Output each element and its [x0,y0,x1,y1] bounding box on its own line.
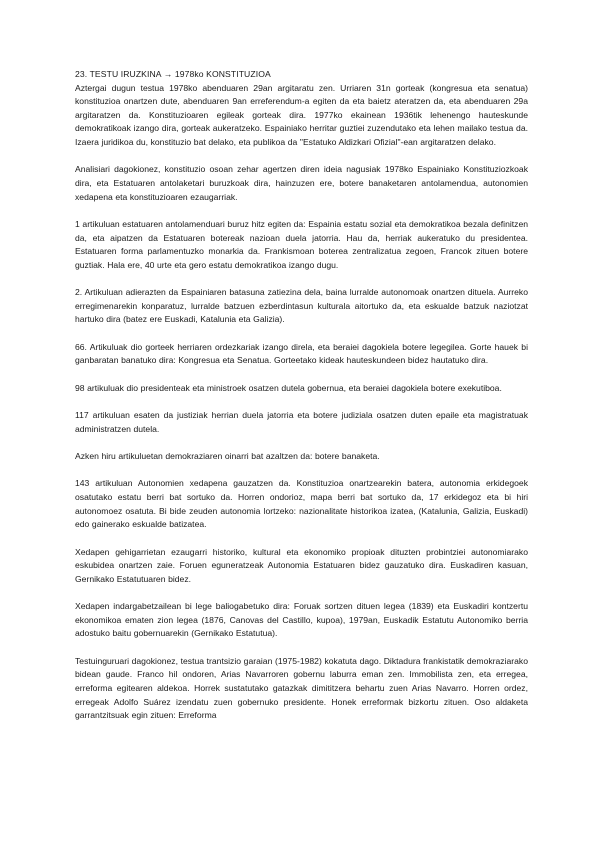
paragraph-separation-of-powers: Azken hiru artikuluetan demokraziaren oinarri bat azaltzen da: botere banaketa. [75,451,380,462]
paragraph-additional-provisions: Xedapen gehigarrietan ezaugarri historiko, kultural eta ekonomiko propioak dituzten probintziei autonomiarako eskubidea onartzen zaie. Foruen eguneratzeak Autonomia Estatuaren bidez gauzatuko dira. Euskadiren kasuan, Gernikako Estatutuaren bidez. [75,546,528,584]
paragraph-context: Testuinguruari dagokionez, testua trantsizio garaian (1975-1982) kokatuta dago. Diktadura frankistatik demokraziarako bidean gaude. Franco hil ondoren, Arias Navarroren gobernu laburra eman zen. Immobilista zen, eta erregea, erreforma egitearen aldekoa. Horrek sustatutako gatazkak dimititzera behartu zuen Arias Navarro. Horren ordez, erregeak Adolfo Suárez izendatu zuen gobernuko presidente. Honek erreformak bizkortu zituen. Oso aldaketa garrantzitsuak egin zituen: Erreforma [75,655,528,721]
paragraph-article-117: 117 artikuluan esaten da justiziak herrian duela jatorria eta botere judiziala osatzen duten epaile eta magistratuak administratzen dutela. [75,410,528,434]
paragraph-article-1: 1 artikuluan estatuaren antolamenduari buruz hitz egiten da: Espainia estatu sozial eta demokratikoa bezala definitzen da, eta aipatzen da Estatuaren botereak nazioan duela jatorria. Hau da, herriak aukeratuko du presidentea. Estatuaren forma parlamentuzko monarkia da. Frankismoan boterea zentralizatua zegoen, Francok zituen botere guztiak. Hala ere, 40 urte eta gero estatu demokratikoa izango dugu. [75,218,528,270]
paragraph-article-143: 143 artikuluan Autonomien xedapena gauzatzen da. Konstituzioa onartzearekin batera, autonomia erkidegoek osatutako estatu berri bat sortuko da. Horren ondorioz, mapa berri bat sortuko da, 17 erkidegoz eta bi hiri autonomoez osatuta. Bi bide zeuden autonomia lortzeko: nazionalitate historikoa izatea, (Katalunia, Galizia, Euskadi) edo gainerako eskualde batizatea. [75,478,528,530]
paragraph-analysis: Analisiari dagokionez, konstituzio osoan zehar agertzen diren ideia nagusiak 1978ko Espainiako Konstituziozkoak dira, eta Estatuaren antolaketari buruzkoak dira, hainzuzen ere, botere banaketaren antolamendua, autonomien xedapena eta konstituzioaren ezaugarriak. [75,164,528,202]
paragraph-article-98: 98 artikuluak dio presidenteak eta ministroek osatzen dutela gobernua, eta beraiei dagokiela botere exekutiboa. [75,382,502,393]
document-title: 23. TESTU IRUZKINA → 1978ko KONSTITUZIOA [75,69,271,79]
paragraph-intro: Aztergai dugun testua 1978ko abenduaren 29an argitaratu zen. Urriaren 31n gorteak (kongresua eta senatua) konstituzioa onartzen dute, abenduaren 9an erreferendum-a egiten da eta baietz ateratzen da, eta abenduaren 29a argitaratzen da. Konstituzioaren egileak gorteak dira. 1977ko ekainean 1936tik lehenengo hauteskunde demokratikoak izango dira, gorteak aukeratzeko. Espainiako herritar guztiei zuzendutako eta lehen mailako testua da. Izaera juridikoa du, konstituzio bat delako, eta publikoa da "Estatuko Aldizkari Ofizial"-ean argitaratzen delako. [75,82,528,147]
paragraph-article-2: 2. Artikuluan adierazten da Espainiaren batasuna zatiezina dela, baina lurralde autonomoak onartzen dituela. Aurreko erregimenarekin konparatuz, lurralde batzuen ezberdintasun kulturala aitortuko da, eta eskualde batzuk naziotzat hartuko dira (batez ere Euskadi, Katalunia eta Galizia). [75,287,528,325]
document-page [75,68,528,723]
paragraph-repeal-provision: Xedapen indargabetzailean bi lege baliogabetuko dira: Foruak sortzen dituen legea (1839) eta Euskadiri kontzertu ekonomikoa ematen zion legea (1876, Canovas del Castillo, kupoa), 1979an, Euskadik Estatutu Autonomiko berria adostuko baitu gobernuarekin (Gernikako Estatutua). [75,601,528,639]
paragraph-article-66: 66. Artikuluak dio gorteek herriaren ordezkariak izango direla, eta beraiei dagokiela botere legegilea. Gorte hauek bi ganbaratan banatuko dira: Kongresua eta Senatua. Gorteetako kideak hauteskundeen bidez hautatuko dira. [75,341,528,366]
